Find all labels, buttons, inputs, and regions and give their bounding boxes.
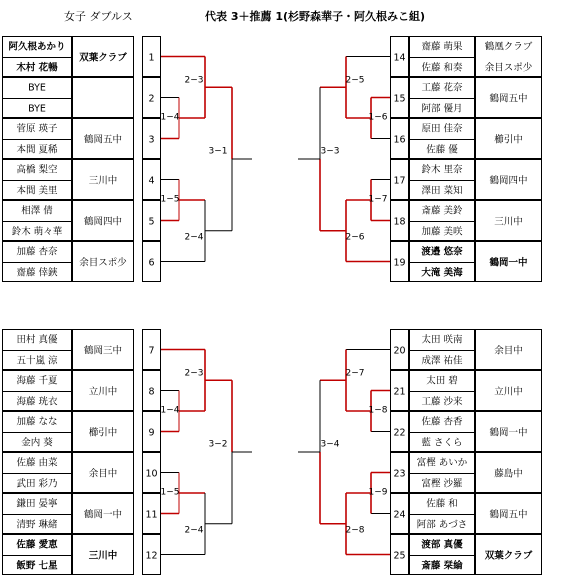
seed-number: 15 (393, 92, 406, 104)
seed-number: 11 (145, 508, 158, 520)
seed-number: 24 (393, 508, 406, 520)
seed-number: 5 (148, 215, 155, 227)
match-label: 3−4 (320, 439, 340, 450)
seed-number: 14 (393, 51, 406, 63)
team-name: 三川中 (494, 215, 523, 227)
team-name: 鶴岡三中 (83, 344, 123, 356)
match-label: 2−3 (184, 75, 204, 86)
player-name: 五十嵐 涼 (16, 355, 58, 366)
match-label: 2−5 (345, 75, 365, 86)
seed-number: 10 (145, 467, 158, 479)
player-name: 阿久根あかり (8, 41, 66, 53)
seed-number: 4 (148, 174, 155, 186)
player-name: 齋藤 倖鋏 (16, 267, 58, 278)
seed-number: 12 (145, 549, 158, 561)
team-name: 鶴凰クラブ (484, 41, 533, 53)
player-name: 原田 佳奈 (421, 123, 463, 135)
player-name: 佐藤 愛恵 (16, 539, 58, 551)
seed-number: 20 (393, 344, 406, 356)
player-name: 加藤 なな (16, 416, 58, 428)
seed-number: 16 (393, 133, 406, 145)
player-name: 斎藤 栞綸 (421, 560, 463, 571)
player-name: 菅原 瑛子 (16, 123, 58, 135)
team-name: 櫛引中 (494, 133, 523, 145)
seed-number: 18 (393, 215, 406, 227)
player-name: 武田 彩乃 (16, 478, 58, 489)
player-name: 佐藤 優 (426, 144, 458, 155)
player-name: 加藤 美咲 (421, 226, 463, 237)
seed-number: 19 (393, 256, 406, 268)
player-name: 佐藤 杏香 (421, 416, 463, 428)
match-label: 2−4 (184, 232, 204, 243)
player-name: 海藤 珖衣 (16, 396, 58, 407)
match-label: 2−6 (345, 232, 365, 243)
team-name: 双葉クラブ (484, 549, 533, 561)
seed-number: 1 (148, 51, 155, 63)
player-name: 鈴木 里奈 (421, 164, 463, 176)
team-name: 立川中 (88, 385, 118, 397)
team-name: 余目スポ少 (484, 62, 533, 73)
team-name: 鶴岡四中 (83, 215, 123, 227)
team-name: 鶴岡一中 (489, 426, 528, 438)
match-label: 1−5 (160, 487, 180, 498)
team-name: 双葉クラブ (79, 51, 127, 63)
match-label: 1−4 (160, 405, 180, 416)
team-name: 余目中 (494, 344, 523, 356)
player-name: 阿部 あづさ (416, 519, 468, 530)
team-name: 三川中 (88, 174, 118, 186)
player-name: 富樫 沙羅 (421, 478, 463, 489)
player-name: 富樫 あいか (416, 457, 468, 469)
team-name: 立川中 (494, 385, 523, 397)
seed-number: 22 (393, 426, 406, 438)
seed-number: 2 (148, 92, 155, 104)
player-name: 工藤 沙来 (421, 396, 463, 407)
representative-note: 代表 3＋推薦 1(杉野森華子・阿久根みこ組) (205, 10, 426, 23)
match-label: 1−7 (368, 194, 388, 205)
match-label: 2−7 (345, 368, 365, 379)
player-name: BYE (28, 103, 46, 114)
team-name: 鶴岡一中 (489, 256, 528, 268)
seed-number: 25 (393, 549, 406, 561)
player-name: 澤田 菜知 (421, 185, 463, 196)
player-name: 阿部 優月 (421, 103, 463, 114)
match-label: 1−9 (368, 487, 388, 498)
match-label: 2−3 (184, 368, 204, 379)
team-name: 藤島中 (494, 467, 523, 479)
player-name: 佐藤 由菜 (16, 457, 58, 469)
team-name: 三川中 (88, 549, 118, 561)
player-name: 木村 花暢 (16, 62, 58, 73)
player-name: 佐藤 和 (426, 498, 458, 510)
team-name: 櫛引中 (88, 426, 118, 438)
match-label: 3−3 (320, 146, 340, 157)
player-name: 渡邉 悠奈 (421, 246, 463, 258)
match-label: 1−5 (160, 194, 180, 205)
match-label: 1−6 (368, 112, 388, 123)
player-name: 飯野 七星 (16, 560, 58, 571)
team-name: 鶴岡一中 (83, 508, 123, 520)
match-label: 1−8 (368, 405, 388, 416)
player-name: 太田 碧 (426, 375, 458, 387)
player-name: 鎌田 晏寧 (16, 498, 58, 510)
player-name: 成澤 祐佳 (421, 355, 463, 366)
match-label: 1−4 (160, 112, 180, 123)
player-name: 大滝 美海 (421, 267, 463, 278)
player-name: 高橋 梨空 (16, 164, 58, 176)
player-name: 藍 さくら (421, 437, 463, 448)
player-name: 相澤 倩 (21, 205, 53, 217)
seed-number: 21 (393, 385, 406, 397)
player-name: 渡部 真優 (421, 539, 463, 551)
player-name: 加藤 杏奈 (16, 246, 58, 258)
team-name: 鶴岡四中 (489, 174, 528, 186)
player-name: 金内 葵 (21, 437, 53, 448)
player-name: 本間 夏稀 (16, 144, 58, 155)
player-name: BYE (28, 82, 46, 94)
team-name: 鶴岡五中 (489, 508, 528, 520)
seed-number: 8 (148, 385, 155, 397)
team-name: 余目中 (88, 467, 118, 479)
player-name: 佐藤 和奏 (421, 62, 463, 73)
player-name: 太田 咲南 (421, 334, 463, 346)
player-name: 工藤 花奈 (421, 82, 463, 94)
player-name: 鈴木 萌々華 (11, 226, 63, 237)
player-name: 田村 真優 (16, 334, 58, 346)
player-name: 齋藤 萌果 (421, 41, 463, 53)
player-name: 本間 美里 (16, 185, 58, 196)
match-label: 3−2 (208, 439, 228, 450)
match-label: 2−8 (345, 525, 365, 536)
team-name: 鶴岡五中 (489, 92, 528, 104)
seed-number: 7 (148, 344, 155, 356)
team-name: 鶴岡五中 (83, 133, 123, 145)
match-label: 2−4 (184, 525, 204, 536)
match-label: 3−1 (208, 146, 228, 157)
player-name: 海藤 千夏 (16, 375, 58, 387)
seed-number: 6 (148, 256, 155, 268)
seed-number: 23 (393, 467, 406, 479)
page-title: 女子 ダブルス (64, 10, 133, 23)
seed-number: 17 (393, 174, 406, 186)
team-name: 余目スポ少 (79, 256, 127, 268)
seed-number: 9 (148, 426, 155, 438)
player-name: 斎藤 美鈴 (421, 205, 463, 217)
player-name: 清野 琳緒 (16, 519, 58, 530)
seed-number: 3 (148, 133, 155, 145)
